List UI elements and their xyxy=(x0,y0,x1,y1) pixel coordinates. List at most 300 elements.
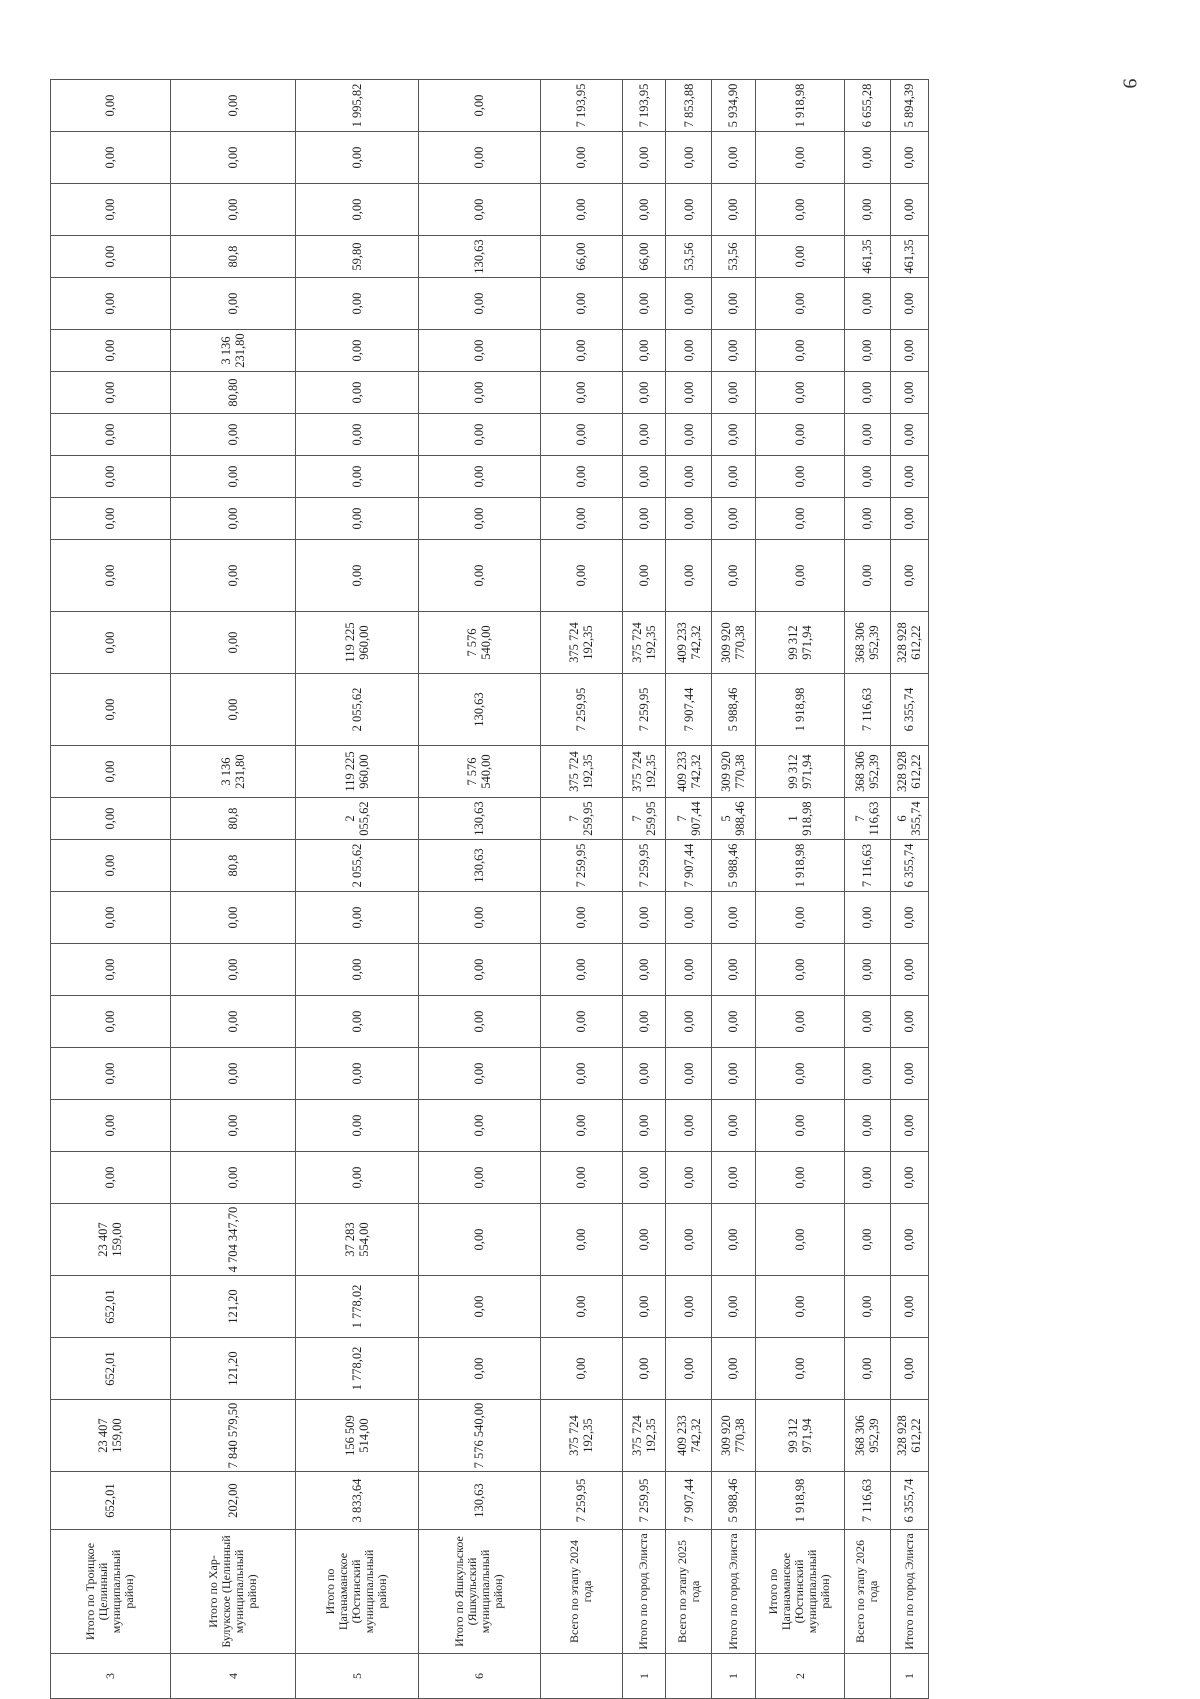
value-cell: 5 934,90 xyxy=(711,80,755,132)
value-cell: 5 988,46 xyxy=(711,1472,755,1530)
value-cell: 0,00 xyxy=(844,944,890,996)
value-cell: 6 355,74 xyxy=(890,1472,928,1530)
value-cell: 0,00 xyxy=(540,184,622,236)
value-cell: 1 778,02 xyxy=(296,1338,418,1400)
value-cell: 0,00 xyxy=(666,414,712,456)
value-cell: 0,00 xyxy=(418,414,540,456)
row-label-cell: Итого по город Элиста xyxy=(711,1530,755,1654)
value-cell: 7 576 540,00 xyxy=(418,612,540,674)
value-cell: 0,00 xyxy=(296,1100,418,1152)
value-cell: 0,00 xyxy=(51,330,171,372)
value-cell: 0,00 xyxy=(622,184,666,236)
value-cell: 0,00 xyxy=(666,892,712,944)
value-cell: 652,01 xyxy=(51,1276,171,1338)
value-cell: 0,00 xyxy=(296,540,418,612)
value-cell: 0,00 xyxy=(711,1338,755,1400)
value-cell: 7 259,95 xyxy=(622,798,666,840)
value-cell: 0,00 xyxy=(711,456,755,498)
value-cell: 0,00 xyxy=(418,80,540,132)
table-row xyxy=(170,0,295,1699)
value-cell: 0,00 xyxy=(51,798,171,840)
value-cell: 0,00 xyxy=(296,278,418,330)
value-cell: 3 136 231,80 xyxy=(170,330,295,372)
value-cell: 0,00 xyxy=(296,1048,418,1100)
value-cell: 7 116,63 xyxy=(844,1472,890,1530)
value-cell: 0,00 xyxy=(170,278,295,330)
value-cell: 0,00 xyxy=(711,498,755,540)
value-cell: 0,00 xyxy=(540,132,622,184)
value-cell: 0,00 xyxy=(755,132,844,184)
value-cell: 5 988,46 xyxy=(711,674,755,746)
rotated-table-container xyxy=(50,54,929,1699)
value-cell: 0,00 xyxy=(170,540,295,612)
value-cell: 0,00 xyxy=(890,944,928,996)
value-cell: 0,00 xyxy=(844,414,890,456)
value-cell: 0,00 xyxy=(622,372,666,414)
value-cell: 0,00 xyxy=(755,1338,844,1400)
row-label-cell: Итого по Яшкульское (Яшкульский муниципальный район) xyxy=(418,1530,540,1654)
value-cell: 6 355,74 xyxy=(890,840,928,892)
value-cell: 0,00 xyxy=(890,1276,928,1338)
value-cell: 0,00 xyxy=(418,996,540,1048)
value-cell: 7 193,95 xyxy=(540,80,622,132)
value-cell: 0,00 xyxy=(170,1152,295,1204)
value-cell: 0,00 xyxy=(296,184,418,236)
value-cell: 7 193,95 xyxy=(622,80,666,132)
value-cell: 0,00 xyxy=(540,944,622,996)
value-cell: 0,00 xyxy=(711,892,755,944)
value-cell: 0,00 xyxy=(51,892,171,944)
value-cell: 0,00 xyxy=(890,372,928,414)
value-cell: 0,00 xyxy=(711,372,755,414)
value-cell: 309 920 770,38 xyxy=(711,1400,755,1472)
value-cell: 0,00 xyxy=(711,278,755,330)
row-label-cell: Итого по Цаганаманское (Юстинский муниципальный район) xyxy=(296,1530,418,1654)
value-cell: 0,00 xyxy=(890,132,928,184)
value-cell: 0,00 xyxy=(622,330,666,372)
value-cell: 0,00 xyxy=(418,278,540,330)
value-cell: 0,00 xyxy=(622,1100,666,1152)
value-cell: 0,00 xyxy=(540,456,622,498)
row-index-cell: 2 xyxy=(755,1654,844,1699)
value-cell: 0,00 xyxy=(418,330,540,372)
value-cell: 0,00 xyxy=(418,184,540,236)
value-cell: 0,00 xyxy=(666,1152,712,1204)
value-cell: 0,00 xyxy=(844,372,890,414)
value-cell: 99 312 971,94 xyxy=(755,1400,844,1472)
value-cell: 0,00 xyxy=(755,372,844,414)
value-cell: 0,00 xyxy=(540,1338,622,1400)
value-cell: 0,00 xyxy=(170,132,295,184)
value-cell: 0,00 xyxy=(711,1276,755,1338)
value-cell: 0,00 xyxy=(51,278,171,330)
value-cell: 0,00 xyxy=(540,330,622,372)
value-cell: 375 724 192,35 xyxy=(540,612,622,674)
value-cell: 328 928 612,22 xyxy=(890,1400,928,1472)
row-label-cell: Всего по этапу 2025 года xyxy=(666,1530,712,1654)
value-cell: 0,00 xyxy=(755,1100,844,1152)
value-cell: 0,00 xyxy=(622,278,666,330)
value-cell: 0,00 xyxy=(51,372,171,414)
value-cell: 0,00 xyxy=(711,944,755,996)
row-label-cell: Всего по этапу 2026 года xyxy=(844,1530,890,1654)
value-cell: 7 576 540,00 xyxy=(418,746,540,798)
value-cell: 0,00 xyxy=(418,944,540,996)
value-cell: 0,00 xyxy=(51,456,171,498)
value-cell: 3 136 231,80 xyxy=(170,746,295,798)
value-cell: 0,00 xyxy=(540,1048,622,1100)
value-cell: 6 355,74 xyxy=(890,798,928,840)
value-cell: 80,8 xyxy=(170,236,295,278)
value-cell: 0,00 xyxy=(844,132,890,184)
value-cell: 0,00 xyxy=(755,414,844,456)
value-cell: 0,00 xyxy=(418,498,540,540)
value-cell: 0,00 xyxy=(890,456,928,498)
row-index-cell: 6 xyxy=(418,1654,540,1699)
value-cell: 0,00 xyxy=(666,540,712,612)
value-cell: 0,00 xyxy=(170,944,295,996)
value-cell: 0,00 xyxy=(844,498,890,540)
value-cell: 461,35 xyxy=(890,236,928,278)
page-number: 9 xyxy=(1118,78,1141,89)
value-cell: 0,00 xyxy=(844,996,890,1048)
row-index-cell: 5 xyxy=(296,1654,418,1699)
value-cell: 0,00 xyxy=(890,1152,928,1204)
value-cell: 0,00 xyxy=(755,892,844,944)
value-cell: 0,00 xyxy=(51,80,171,132)
value-cell: 0,00 xyxy=(296,996,418,1048)
value-cell: 0,00 xyxy=(622,1048,666,1100)
value-cell: 0,00 xyxy=(540,892,622,944)
value-cell: 0,00 xyxy=(755,456,844,498)
value-cell: 80,8 xyxy=(170,798,295,840)
row-index-cell: 1 xyxy=(890,1654,928,1699)
value-cell: 368 306 952,39 xyxy=(844,612,890,674)
value-cell: 0,00 xyxy=(711,414,755,456)
value-cell: 4 704 347,70 xyxy=(170,1204,295,1276)
value-cell: 5 988,46 xyxy=(711,798,755,840)
value-cell: 0,00 xyxy=(755,944,844,996)
value-cell: 0,00 xyxy=(418,1100,540,1152)
value-cell: 7 259,95 xyxy=(540,1472,622,1530)
value-cell: 0,00 xyxy=(666,456,712,498)
value-cell: 0,00 xyxy=(666,498,712,540)
value-cell: 368 306 952,39 xyxy=(844,1400,890,1472)
value-cell: 0,00 xyxy=(296,892,418,944)
value-cell: 1 918,98 xyxy=(755,674,844,746)
value-cell: 0,00 xyxy=(540,498,622,540)
value-cell: 0,00 xyxy=(755,278,844,330)
value-cell: 0,00 xyxy=(51,840,171,892)
value-cell: 0,00 xyxy=(666,372,712,414)
value-cell: 0,00 xyxy=(711,996,755,1048)
value-cell: 7 259,95 xyxy=(540,798,622,840)
value-cell: 0,00 xyxy=(890,1338,928,1400)
value-cell: 1 918,98 xyxy=(755,840,844,892)
value-cell: 0,00 xyxy=(418,892,540,944)
value-cell: 0,00 xyxy=(622,944,666,996)
value-cell: 0,00 xyxy=(622,540,666,612)
value-cell: 0,00 xyxy=(51,184,171,236)
value-cell: 0,00 xyxy=(418,1276,540,1338)
value-cell: 0,00 xyxy=(51,132,171,184)
value-cell: 0,00 xyxy=(622,1152,666,1204)
value-cell: 0,00 xyxy=(170,1048,295,1100)
value-cell: 0,00 xyxy=(666,944,712,996)
value-cell: 0,00 xyxy=(844,1152,890,1204)
value-cell: 0,00 xyxy=(755,1204,844,1276)
value-cell: 409 233 742,32 xyxy=(666,1400,712,1472)
value-cell: 309 920 770,38 xyxy=(711,612,755,674)
value-cell: 0,00 xyxy=(890,996,928,1048)
value-cell: 5 988,46 xyxy=(711,840,755,892)
value-cell: 2 055,62 xyxy=(296,840,418,892)
value-cell: 0,00 xyxy=(890,540,928,612)
value-cell: 0,00 xyxy=(540,1276,622,1338)
value-cell: 0,00 xyxy=(711,132,755,184)
value-cell: 0,00 xyxy=(296,372,418,414)
value-cell: 0,00 xyxy=(51,498,171,540)
value-cell: 0,00 xyxy=(755,1152,844,1204)
value-cell: 7 907,44 xyxy=(666,674,712,746)
value-cell: 0,00 xyxy=(51,674,171,746)
value-cell: 1 918,98 xyxy=(755,1472,844,1530)
row-index-cell xyxy=(540,1654,622,1699)
value-cell: 0,00 xyxy=(540,278,622,330)
value-cell: 53,56 xyxy=(711,236,755,278)
value-cell: 99 312 971,94 xyxy=(755,612,844,674)
value-cell: 0,00 xyxy=(666,330,712,372)
row-index-cell: 4 xyxy=(170,1654,295,1699)
value-cell: 0,00 xyxy=(418,456,540,498)
value-cell: 0,00 xyxy=(622,1338,666,1400)
value-cell: 0,00 xyxy=(666,1204,712,1276)
value-cell: 0,00 xyxy=(540,996,622,1048)
value-cell: 66,00 xyxy=(622,236,666,278)
value-cell: 0,00 xyxy=(170,80,295,132)
value-cell: 80,8 xyxy=(170,840,295,892)
value-cell: 130,63 xyxy=(418,674,540,746)
value-cell: 1 918,98 xyxy=(755,80,844,132)
value-cell: 0,00 xyxy=(296,1152,418,1204)
value-cell: 0,00 xyxy=(51,944,171,996)
value-cell: 0,00 xyxy=(296,132,418,184)
data-table xyxy=(50,0,929,1699)
value-cell: 0,00 xyxy=(844,184,890,236)
value-cell: 0,00 xyxy=(755,540,844,612)
value-cell: 0,00 xyxy=(540,1100,622,1152)
value-cell: 7 853,88 xyxy=(666,80,712,132)
value-cell: 0,00 xyxy=(622,1204,666,1276)
value-cell: 368 306 952,39 xyxy=(844,746,890,798)
value-cell: 409 233 742,32 xyxy=(666,612,712,674)
value-cell: 375 724 192,35 xyxy=(540,746,622,798)
value-cell: 0,00 xyxy=(890,184,928,236)
table-row xyxy=(296,0,418,1699)
value-cell: 1 778,02 xyxy=(296,1276,418,1338)
value-cell: 0,00 xyxy=(622,414,666,456)
value-cell: 6 655,28 xyxy=(844,80,890,132)
value-cell: 130,63 xyxy=(418,1472,540,1530)
value-cell: 0,00 xyxy=(666,1100,712,1152)
value-cell: 0,00 xyxy=(844,892,890,944)
value-cell: 0,00 xyxy=(540,1204,622,1276)
row-index-cell: 1 xyxy=(711,1654,755,1699)
value-cell: 0,00 xyxy=(755,184,844,236)
value-cell: 0,00 xyxy=(418,1048,540,1100)
row-label-cell: Итого по Цаганаманское (Юстинский муниципальный район) xyxy=(755,1530,844,1654)
value-cell: 0,00 xyxy=(666,1276,712,1338)
value-cell: 0,00 xyxy=(890,498,928,540)
value-cell: 0,00 xyxy=(170,612,295,674)
value-cell: 0,00 xyxy=(890,414,928,456)
value-cell: 0,00 xyxy=(170,414,295,456)
value-cell: 375 724 192,35 xyxy=(622,612,666,674)
value-cell: 7 907,44 xyxy=(666,840,712,892)
value-cell: 66,00 xyxy=(540,236,622,278)
value-cell: 0,00 xyxy=(296,944,418,996)
value-cell: 0,00 xyxy=(296,498,418,540)
value-cell: 0,00 xyxy=(170,996,295,1048)
value-cell: 121,20 xyxy=(170,1276,295,1338)
value-cell: 0,00 xyxy=(666,1048,712,1100)
value-cell: 0,00 xyxy=(296,330,418,372)
value-cell: 0,00 xyxy=(844,278,890,330)
value-cell: 0,00 xyxy=(890,892,928,944)
value-cell: 328 928 612,22 xyxy=(890,746,928,798)
value-cell: 7 907,44 xyxy=(666,1472,712,1530)
value-cell: 0,00 xyxy=(844,540,890,612)
value-cell: 409 233 742,32 xyxy=(666,746,712,798)
value-cell: 0,00 xyxy=(666,132,712,184)
row-label-cell: Итого по город Элиста xyxy=(890,1530,928,1654)
table-row xyxy=(51,0,171,1699)
value-cell: 0,00 xyxy=(540,414,622,456)
value-cell: 0,00 xyxy=(666,278,712,330)
value-cell: 0,00 xyxy=(51,236,171,278)
row-index-cell: 1 xyxy=(622,1654,666,1699)
value-cell: 119 225 960,00 xyxy=(296,746,418,798)
value-cell: 0,00 xyxy=(711,1048,755,1100)
value-cell: 0,00 xyxy=(540,372,622,414)
value-cell: 0,00 xyxy=(711,184,755,236)
value-cell: 2 055,62 xyxy=(296,674,418,746)
value-cell: 0,00 xyxy=(890,1204,928,1276)
value-cell: 0,00 xyxy=(622,498,666,540)
value-cell: 130,63 xyxy=(418,798,540,840)
table-row xyxy=(418,0,540,1699)
value-cell: 156 509 514,00 xyxy=(296,1400,418,1472)
value-cell: 3 833,64 xyxy=(296,1472,418,1530)
row-label-cell: Всего по этапу 2024 года xyxy=(540,1530,622,1654)
value-cell: 0,00 xyxy=(755,1048,844,1100)
row-index-cell: 3 xyxy=(51,1654,171,1699)
row-index-cell xyxy=(666,1654,712,1699)
value-cell: 0,00 xyxy=(711,540,755,612)
value-cell: 0,00 xyxy=(844,1100,890,1152)
value-cell: 0,00 xyxy=(755,498,844,540)
value-cell: 0,00 xyxy=(418,1338,540,1400)
value-cell: 0,00 xyxy=(711,1204,755,1276)
value-cell: 0,00 xyxy=(890,1048,928,1100)
row-label-cell: Итого по Хар-Булукское (Целинный муниципальный район) xyxy=(170,1530,295,1654)
value-cell: 1 918,98 xyxy=(755,798,844,840)
value-cell: 130,63 xyxy=(418,840,540,892)
value-cell: 0,00 xyxy=(170,1100,295,1152)
value-cell: 0,00 xyxy=(296,414,418,456)
table-row xyxy=(890,0,928,1699)
value-cell: 0,00 xyxy=(755,1276,844,1338)
value-cell: 59,80 xyxy=(296,236,418,278)
value-cell: 53,56 xyxy=(666,236,712,278)
value-cell: 0,00 xyxy=(711,1152,755,1204)
value-cell: 0,00 xyxy=(711,330,755,372)
table-row xyxy=(844,0,890,1699)
table-row xyxy=(666,0,712,1699)
value-cell: 0,00 xyxy=(890,1100,928,1152)
value-cell: 0,00 xyxy=(622,1276,666,1338)
table-row xyxy=(755,0,844,1699)
value-cell: 0,00 xyxy=(844,1276,890,1338)
value-cell: 121,20 xyxy=(170,1338,295,1400)
value-cell: 0,00 xyxy=(755,236,844,278)
value-cell: 0,00 xyxy=(844,1338,890,1400)
value-cell: 7 259,95 xyxy=(540,840,622,892)
value-cell: 37 283 554,00 xyxy=(296,1204,418,1276)
value-cell: 0,00 xyxy=(170,892,295,944)
value-cell: 0,00 xyxy=(890,278,928,330)
value-cell: 0,00 xyxy=(170,674,295,746)
value-cell: 0,00 xyxy=(666,184,712,236)
value-cell: 0,00 xyxy=(711,1100,755,1152)
value-cell: 309 920 770,38 xyxy=(711,746,755,798)
value-cell: 375 724 192,35 xyxy=(622,746,666,798)
value-cell: 7 259,95 xyxy=(622,1472,666,1530)
value-cell: 0,00 xyxy=(540,1152,622,1204)
value-cell: 0,00 xyxy=(844,456,890,498)
value-cell: 0,00 xyxy=(755,330,844,372)
value-cell: 7 116,63 xyxy=(844,674,890,746)
value-cell: 7 116,63 xyxy=(844,798,890,840)
value-cell: 7 907,44 xyxy=(666,798,712,840)
value-cell: 7 840 579,50 xyxy=(170,1400,295,1472)
value-cell: 0,00 xyxy=(666,1338,712,1400)
value-cell: 1 995,82 xyxy=(296,80,418,132)
value-cell: 0,00 xyxy=(844,1204,890,1276)
value-cell: 130,63 xyxy=(418,236,540,278)
value-cell: 0,00 xyxy=(51,612,171,674)
row-index-cell xyxy=(844,1654,890,1699)
value-cell: 0,00 xyxy=(622,456,666,498)
value-cell: 99 312 971,94 xyxy=(755,746,844,798)
value-cell: 0,00 xyxy=(296,456,418,498)
value-cell: 652,01 xyxy=(51,1472,171,1530)
row-label-cell: Итого по город Элиста xyxy=(622,1530,666,1654)
value-cell: 2 055,62 xyxy=(296,798,418,840)
value-cell: 0,00 xyxy=(622,892,666,944)
value-cell: 0,00 xyxy=(622,132,666,184)
table-row xyxy=(622,0,666,1699)
value-cell: 0,00 xyxy=(844,1048,890,1100)
value-cell: 0,00 xyxy=(622,996,666,1048)
value-cell: 375 724 192,35 xyxy=(540,1400,622,1472)
value-cell: 0,00 xyxy=(51,1100,171,1152)
value-cell: 0,00 xyxy=(170,498,295,540)
value-cell: 0,00 xyxy=(418,1204,540,1276)
row-label-cell: Итого по Троицкое (Целинный муниципальный район) xyxy=(51,1530,171,1654)
value-cell: 328 928 612,22 xyxy=(890,612,928,674)
value-cell: 652,01 xyxy=(51,1338,171,1400)
